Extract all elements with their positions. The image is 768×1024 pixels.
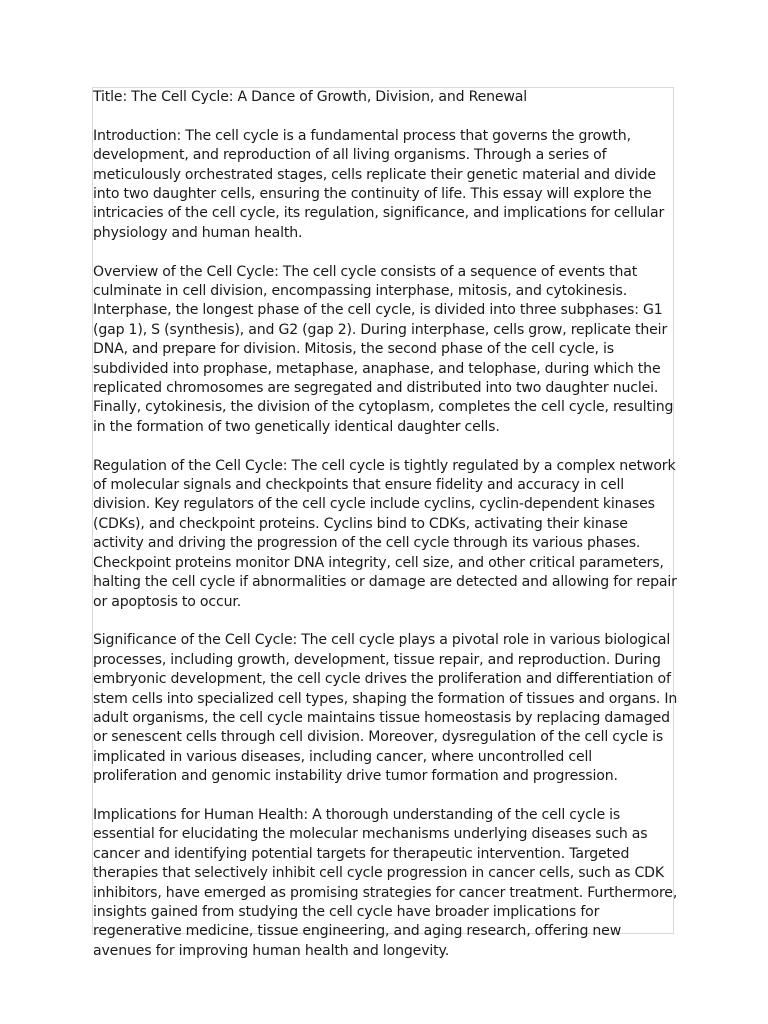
paragraph-overview: Overview of the Cell Cycle: The cell cycle consists of a sequence of events that culminate in cell division, encompassing interphase, mitosis, and cytokinesis. Interphase, the longest phase of the cell cycle, is divided into three subphases: G1 (gap 1), S (synthesis), and G2 (gap 2). During interphase, cells grow, replicate their DNA, and prepare for division. Mitosis, the second phase of the cell cycle, is subdivided into prophase, metaphase, anaphase, and telophase, during which the replicated chromosomes are segregated and distributed into two daughter nuclei. Finally, cytokinesis, the division of the cytoplasm, completes the cell cycle, resulting in the formation of two genetically identical daughter cells. xyxy=(93,263,674,435)
document-title: Title: The Cell Cycle: A Dance of Growth, Division, and Renewal xyxy=(93,89,528,105)
paragraph-significance: Significance of the Cell Cycle: The cell cycle plays a pivotal role in various biological processes, including growth, development, tissue repair, and reproduction. During embryonic development, the cell cycle drives the proliferation and differentiation of stem cells into specialized cell types, shaping the formation of tissues and organs. In adult organisms, the cell cycle maintains tissue homeostasis by replacing damaged or senescent cells through cell division. Moreover, dysregulation of the cell cycle is implicated in various diseases, including cancer, where uncontrolled cell proliferation and genomic instability drive tumor formation and progression. xyxy=(93,632,678,785)
paragraph-implications: Implications for Human Health: A thorough understanding of the cell cycle is essential for elucidating the molecular mechanisms underlying diseases such as cancer and identifying potential targets for therapeutic intervention. Targeted therapies that selectively inhibit cell cycle progression in cancer cells, such as CDK inhibitors, have emerged as promising strategies for cancer treatment. Furthermore, insights gained from studying the cell cycle have broader implications for regenerative medicine, tissue engineering, and aging research, offering new avenues for improving human health and longevity. xyxy=(93,806,678,959)
paragraph-introduction: Introduction: The cell cycle is a fundamental process that governs the growth, development, and reproduction of all living organisms. Through a series of meticulously orchestrated stages, cells replicate their genetic material and divide into two daughter cells, ensuring the continuity of life. This essay will explore the intricacies of the cell cycle, its regulation, significance, and implications for cellular physiology and human health. xyxy=(93,127,665,241)
paragraph-regulation: Regulation of the Cell Cycle: The cell cycle is tightly regulated by a complex network of molecular signals and checkpoints that ensure fidelity and accuracy in cell division. Key regulators of the cell cycle include cyclins, cyclin-dependent kinases (CDKs), and checkpoint proteins. Cyclins bind to CDKs, activating their kinase activity and driving the progression of the cell cycle through its various phases. Checkpoint proteins monitor DNA integrity, cell size, and other critical parameters, halting the cell cycle if abnormalities or damage are detected and allowing for repair or apoptosis to occur. xyxy=(93,457,677,610)
document-body xyxy=(93,88,678,961)
